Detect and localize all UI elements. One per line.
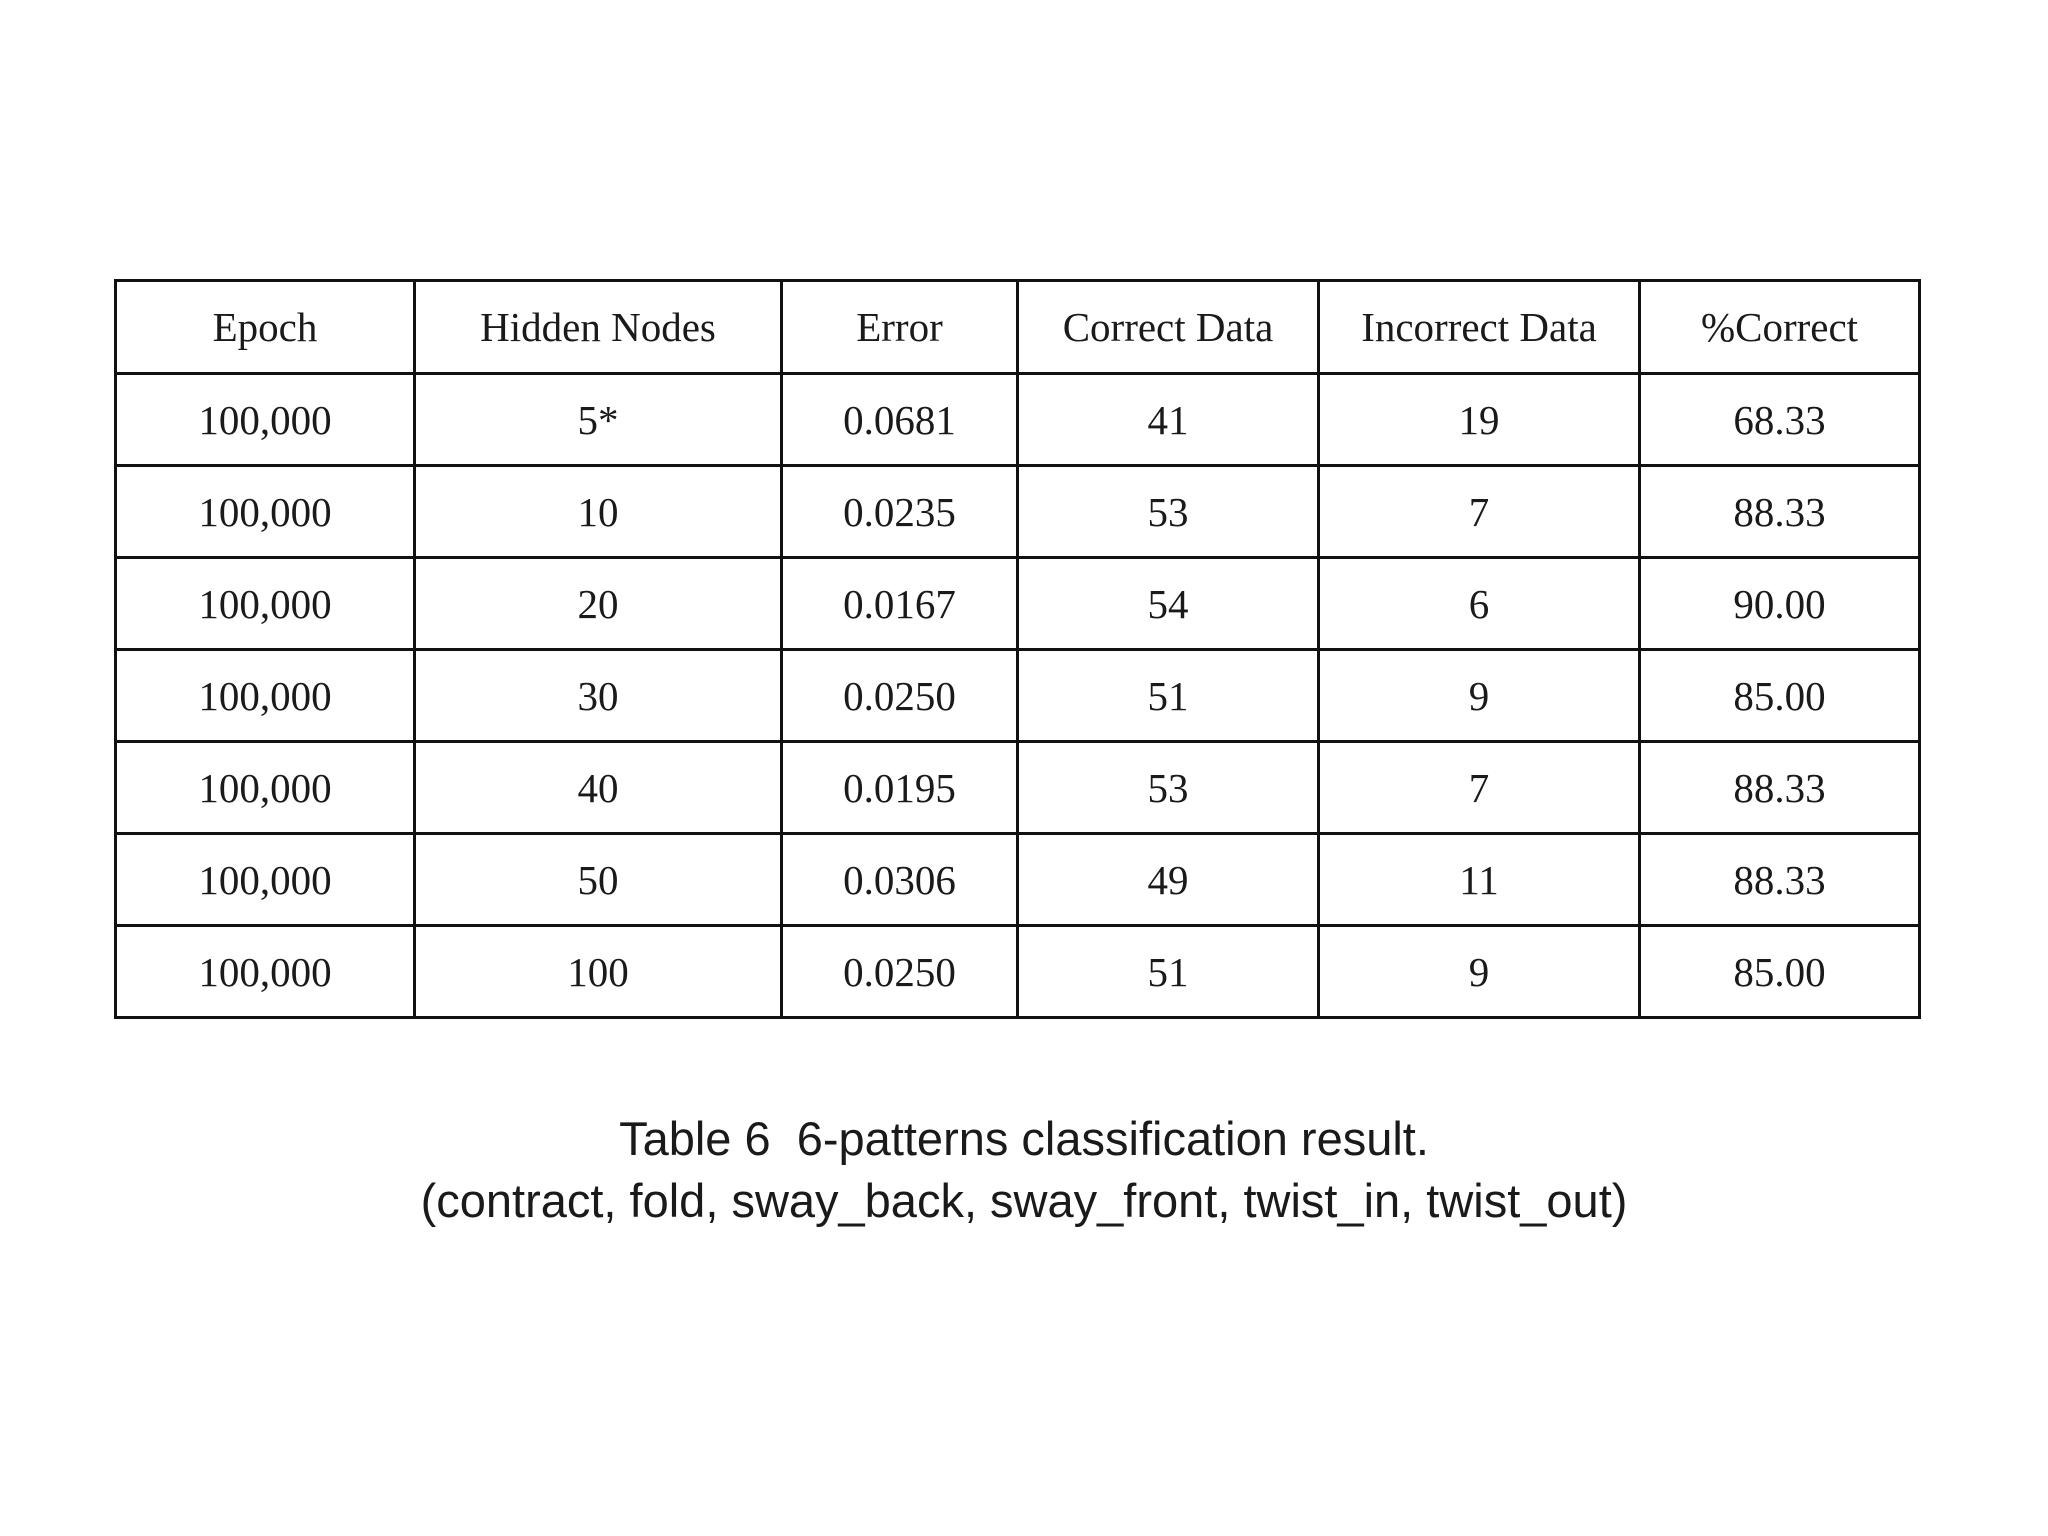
- table-row: [116, 834, 1920, 926]
- cell-percent-correct: 68.33: [1640, 374, 1920, 466]
- table-row: [116, 742, 1920, 834]
- cell-percent-correct: 85.00: [1640, 650, 1920, 742]
- cell-correct-data: 51: [1018, 650, 1319, 742]
- cell-incorrect-data: 19: [1319, 374, 1640, 466]
- cell-hidden-nodes: 5*: [415, 374, 782, 466]
- cell-correct-data: 51: [1018, 926, 1319, 1018]
- cell-correct-data: 53: [1018, 466, 1319, 558]
- cell-epoch: 100,000: [116, 650, 415, 742]
- cell-hidden-nodes: 40: [415, 742, 782, 834]
- table-row: [116, 650, 1920, 742]
- table-caption: [0, 1108, 2048, 1232]
- cell-correct-data: 54: [1018, 558, 1319, 650]
- cell-error: 0.0167: [782, 558, 1018, 650]
- cell-epoch: 100,000: [116, 834, 415, 926]
- cell-incorrect-data: 9: [1319, 926, 1640, 1018]
- cell-percent-correct: 88.33: [1640, 834, 1920, 926]
- cell-epoch: 100,000: [116, 558, 415, 650]
- cell-error: 0.0235: [782, 466, 1018, 558]
- cell-incorrect-data: 11: [1319, 834, 1640, 926]
- header-percent-correct: %Correct: [1640, 281, 1920, 374]
- table-row: [116, 374, 1920, 466]
- cell-correct-data: 53: [1018, 742, 1319, 834]
- cell-correct-data: 41: [1018, 374, 1319, 466]
- cell-hidden-nodes: 10: [415, 466, 782, 558]
- cell-error: 0.0195: [782, 742, 1018, 834]
- cell-incorrect-data: 7: [1319, 742, 1640, 834]
- cell-hidden-nodes: 100: [415, 926, 782, 1018]
- cell-percent-correct: 85.00: [1640, 926, 1920, 1018]
- cell-epoch: 100,000: [116, 926, 415, 1018]
- cell-percent-correct: 88.33: [1640, 742, 1920, 834]
- cell-percent-correct: 88.33: [1640, 466, 1920, 558]
- cell-incorrect-data: 9: [1319, 650, 1640, 742]
- table-row: [116, 558, 1920, 650]
- cell-error: 0.0250: [782, 650, 1018, 742]
- cell-hidden-nodes: 20: [415, 558, 782, 650]
- caption-pattern-list: (contract, fold, sway_back, sway_front, twist_in, twist_out): [420, 1174, 1628, 1227]
- table-row: [116, 926, 1920, 1018]
- results-table: [114, 279, 1921, 1019]
- cell-error: 0.0306: [782, 834, 1018, 926]
- table-header-row: [116, 281, 1920, 374]
- cell-epoch: 100,000: [116, 742, 415, 834]
- header-correct-data: Correct Data: [1018, 281, 1319, 374]
- header-incorrect-data: Incorrect Data: [1319, 281, 1640, 374]
- table-row: [116, 466, 1920, 558]
- cell-epoch: 100,000: [116, 466, 415, 558]
- cell-hidden-nodes: 30: [415, 650, 782, 742]
- header-hidden-nodes: Hidden Nodes: [415, 281, 782, 374]
- cell-incorrect-data: 6: [1319, 558, 1640, 650]
- cell-hidden-nodes: 50: [415, 834, 782, 926]
- cell-error: 0.0250: [782, 926, 1018, 1018]
- cell-correct-data: 49: [1018, 834, 1319, 926]
- caption-title: Table 6 6-patterns classification result.: [619, 1112, 1429, 1165]
- cell-error: 0.0681: [782, 374, 1018, 466]
- header-epoch: Epoch: [116, 281, 415, 374]
- cell-epoch: 100,000: [116, 374, 415, 466]
- cell-incorrect-data: 7: [1319, 466, 1640, 558]
- header-error: Error: [782, 281, 1018, 374]
- cell-percent-correct: 90.00: [1640, 558, 1920, 650]
